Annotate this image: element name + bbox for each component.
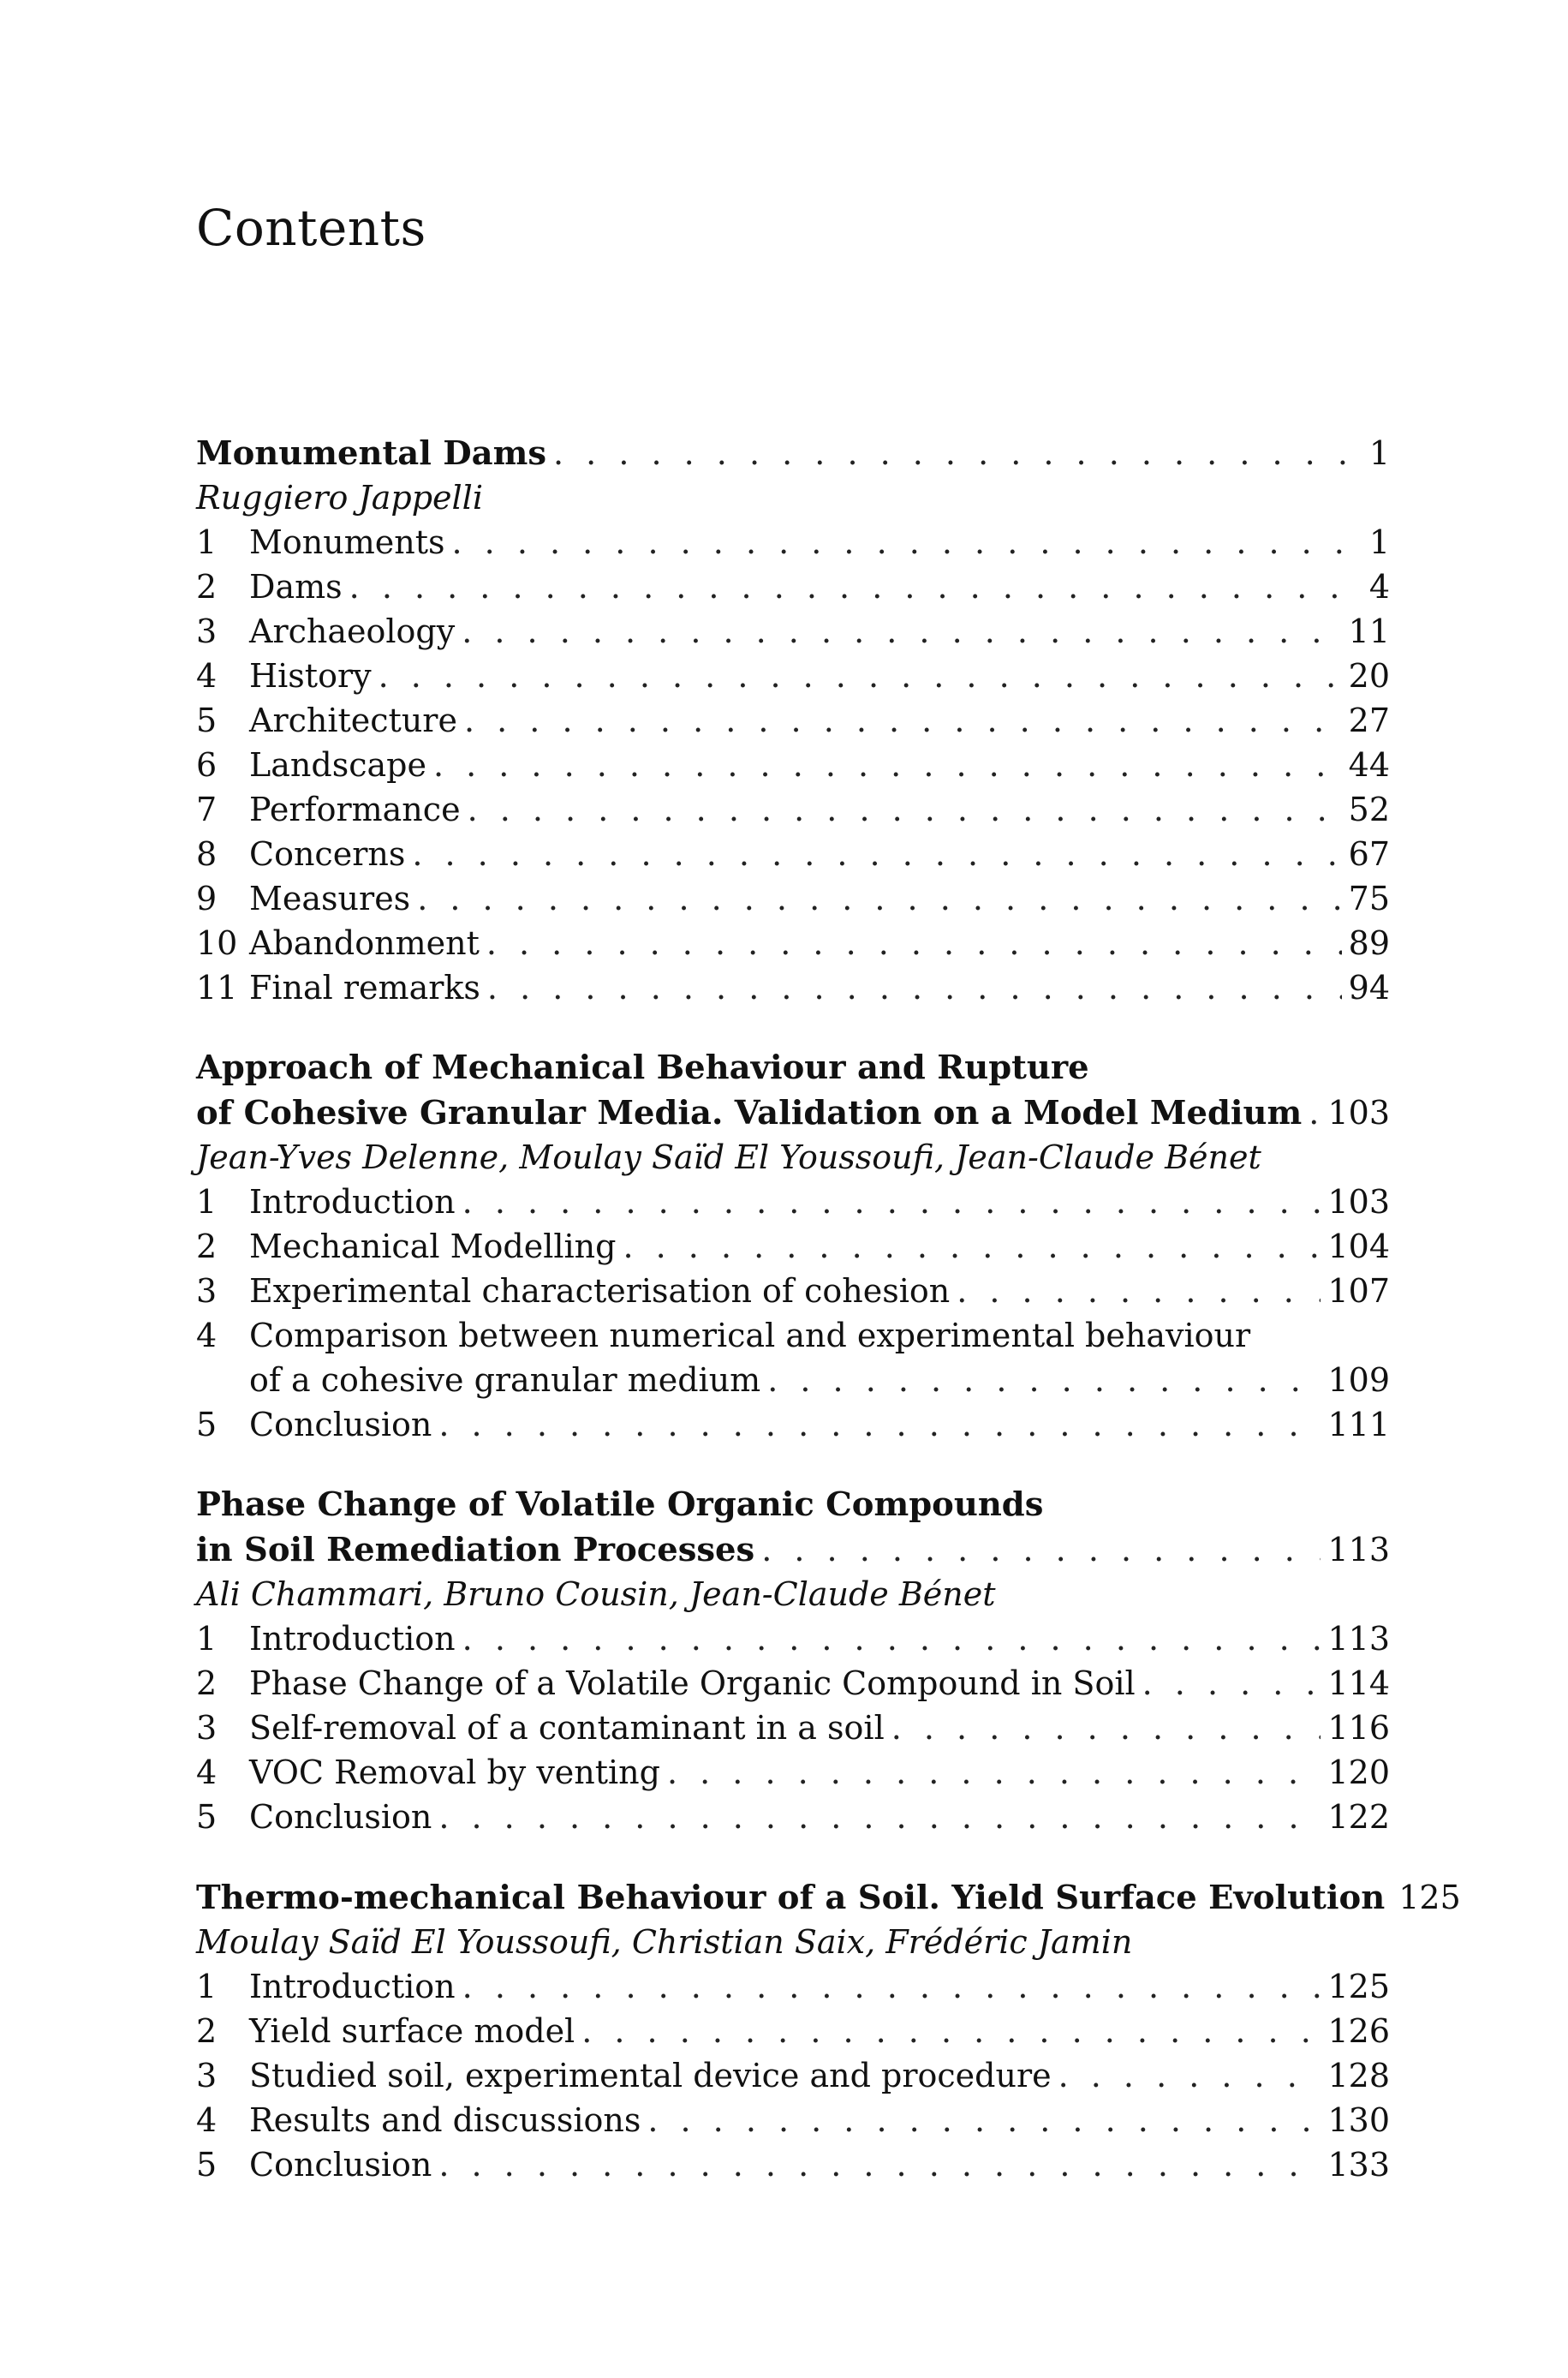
section-entry[interactable] [196,921,1390,965]
section-page-number: 126 [1327,2012,1390,2050]
section-title: Performance [249,791,461,828]
section-number: 4 [196,657,218,695]
section-entry[interactable] [196,1313,1390,1358]
section-entry[interactable] [196,1964,1390,2009]
chapter-title-line[interactable] [196,1483,1390,1527]
section-entry[interactable] [196,787,1390,832]
section-number: 9 [196,880,218,917]
dot-leader [767,1358,1321,1402]
section-page-number: 120 [1327,1754,1390,1791]
dot-leader [349,565,1349,609]
section-number: 5 [196,2146,218,2184]
chapter-page-number: 103 [1327,1094,1390,1132]
section-page-number: 103 [1327,1183,1390,1221]
section-page-number: 114 [1327,1664,1390,1702]
section-entry[interactable] [196,1661,1390,1706]
section-title: Monuments [249,523,445,561]
section-entry[interactable] [196,1750,1390,1795]
dot-leader [623,1224,1321,1269]
section-number: 1 [196,1183,218,1221]
section-page-number: 75 [1348,880,1390,917]
section-title: Introduction [249,1183,456,1221]
section-page-number: 104 [1327,1228,1390,1265]
dot-leader [647,2098,1321,2142]
section-entry[interactable] [196,520,1390,565]
toc-chapter [196,431,1390,1010]
section-page-number: 52 [1348,791,1390,828]
dot-leader [438,1795,1321,1839]
section-title: Results and discussions [249,2101,641,2139]
section-entry[interactable] [196,565,1390,609]
dot-leader [452,520,1349,565]
section-number: 3 [196,1709,218,1747]
section-title: Abandonment [249,924,480,962]
chapter-page-number: 125 [1398,1879,1461,1916]
section-page-number: 116 [1327,1709,1390,1747]
section-number: 4 [196,1754,218,1791]
section-page-number: 109 [1327,1361,1390,1399]
section-title: Introduction [249,1968,456,2005]
chapter-authors: Moulay Saïd El Youssoufi, Christian Saix, Frédéric Jamin [196,1923,1133,1961]
dot-leader [761,1527,1321,1572]
section-number: 2 [196,1228,218,1265]
section-number: 2 [196,568,218,606]
section-title: VOC Removal by venting [249,1754,660,1791]
chapter-title-line[interactable] [196,1090,1390,1135]
dot-leader [412,832,1341,876]
section-entry[interactable] [196,2009,1390,2053]
chapter-title: of Cohesive Granular Media. Validation on a Model Medium [196,1094,1303,1132]
section-number: 5 [196,702,218,739]
chapter-title: Phase Change of Volatile Organic Compounds [196,1485,1044,1524]
section-entry[interactable] [196,2053,1390,2098]
chapter-title-line[interactable] [196,1875,1461,1920]
dot-leader [379,654,1342,698]
section-entry[interactable] [196,1224,1390,1269]
dot-leader [1142,1661,1321,1706]
section-entry[interactable] [196,1616,1390,1661]
chapter-authors: Ruggiero Jappelli [196,479,483,517]
dot-leader [417,876,1341,921]
section-title: Archaeology [249,612,456,650]
dot-leader [438,2142,1321,2187]
section-number: 2 [196,2012,218,2050]
section-entry[interactable] [196,1358,1390,1402]
section-title: Studied soil, experimental device and procedure [249,2057,1052,2094]
chapter-title: Thermo-mechanical Behaviour of a Soil. Yield Surface Evolution [196,1879,1386,1917]
dot-leader [891,1706,1321,1750]
section-page-number: 113 [1327,1620,1390,1658]
dot-leader [433,743,1342,787]
section-number: 11 [196,969,238,1007]
section-title: Mechanical Modelling [249,1228,617,1265]
dot-leader [1058,2053,1321,2098]
dot-leader [487,965,1342,1010]
section-page-number: 125 [1327,1968,1390,2005]
section-entry[interactable] [196,654,1390,698]
section-entry[interactable] [196,1402,1390,1447]
chapter-title: Monumental Dams [196,434,547,473]
section-number: 10 [196,924,238,962]
section-title: Conclusion [249,1406,432,1443]
section-title: of a cohesive granular medium [249,1361,761,1399]
section-entry[interactable] [196,743,1390,787]
section-page-number: 4 [1368,568,1390,606]
section-number: 6 [196,746,218,784]
section-number: 5 [196,1798,218,1836]
dot-leader [486,921,1342,965]
section-entry[interactable] [196,1706,1390,1750]
section-title: Architecture [249,702,457,739]
section-title: Measures [249,880,411,917]
section-title: Landscape [249,746,426,784]
section-page-number: 27 [1348,702,1390,739]
section-title: Conclusion [249,2146,432,2184]
section-page-number: 128 [1327,2057,1390,2094]
chapter-title: in Soil Remediation Processes [196,1531,755,1569]
section-number: 3 [196,1272,218,1310]
table-of-contents [196,431,1461,2223]
dot-leader [462,609,1341,654]
section-page-number: 11 [1348,612,1390,650]
section-title: Yield surface model [249,2012,575,2050]
section-title: Comparison between numerical and experimental behaviour [249,1317,1251,1354]
dot-leader [1309,1090,1321,1135]
chapter-authors: Ali Chammari, Bruno Cousin, Jean-Claude Bénet [196,1575,996,1613]
section-title: Conclusion [249,1798,432,1836]
chapter-page-number: 1 [1368,434,1390,472]
dot-leader [462,1964,1321,2009]
section-entry[interactable] [196,698,1390,743]
section-page-number: 122 [1327,1798,1390,1836]
section-title: Experimental characterisation of cohesion [249,1272,951,1310]
section-page-number: 89 [1348,924,1390,962]
dot-leader [438,1402,1321,1447]
section-entry[interactable] [196,609,1390,654]
dot-leader [667,1750,1321,1795]
section-entry[interactable] [196,965,1390,1010]
section-page-number: 44 [1348,746,1390,784]
chapter-title-line[interactable] [196,1046,1390,1090]
dot-leader [462,1616,1321,1661]
section-page-number: 130 [1327,2101,1390,2139]
section-number: 1 [196,523,218,561]
section-page-number: 94 [1348,969,1390,1007]
dot-leader [468,787,1342,832]
section-page-number: 67 [1348,835,1390,873]
section-entry[interactable] [196,1269,1390,1313]
section-title: Phase Change of a Volatile Organic Compound in Soil [249,1664,1136,1702]
section-number: 4 [196,2101,218,2139]
chapter-title-line[interactable] [196,1527,1390,1572]
dot-leader [581,2009,1321,2053]
section-title: Final remarks [249,969,480,1007]
section-page-number: 1 [1368,523,1390,561]
page-title: Contents [196,199,426,257]
section-number: 2 [196,1664,218,1702]
section-number: 3 [196,612,218,650]
section-number: 7 [196,791,218,828]
dot-leader [462,1180,1321,1224]
dot-leader [957,1269,1321,1313]
section-page-number: 133 [1327,2146,1390,2184]
section-entry[interactable] [196,1795,1390,1839]
section-title: Self-removal of a contaminant in a soil [249,1709,885,1747]
toc-chapter [196,1483,1390,1839]
section-title: History [249,657,372,695]
section-number: 5 [196,1406,218,1443]
section-entry[interactable] [196,2142,1390,2187]
section-page-number: 111 [1327,1406,1390,1443]
section-entry[interactable] [196,2098,1390,2142]
section-entry[interactable] [196,832,1390,876]
section-number: 4 [196,1317,218,1354]
section-entry[interactable] [196,876,1390,921]
dot-leader [464,698,1342,743]
section-number: 8 [196,835,218,873]
section-title: Concerns [249,835,406,873]
section-page-number: 20 [1348,657,1390,695]
toc-chapter [196,1875,1461,2187]
section-number: 1 [196,1620,218,1658]
toc-chapter [196,1046,1390,1447]
chapter-authors: Jean-Yves Delenne, Moulay Saïd El Youssoufi, Jean-Claude Bénet [196,1138,1261,1176]
section-page-number: 107 [1327,1272,1390,1310]
chapter-title-line[interactable] [196,431,1390,475]
chapter-title: Approach of Mechanical Behaviour and Rupture [196,1049,1089,1087]
section-title: Dams [249,568,343,606]
chapter-page-number: 113 [1327,1531,1390,1568]
section-number: 1 [196,1968,218,2005]
section-title: Introduction [249,1620,456,1658]
section-entry[interactable] [196,1180,1390,1224]
section-number: 3 [196,2057,218,2094]
dot-leader [553,431,1349,475]
